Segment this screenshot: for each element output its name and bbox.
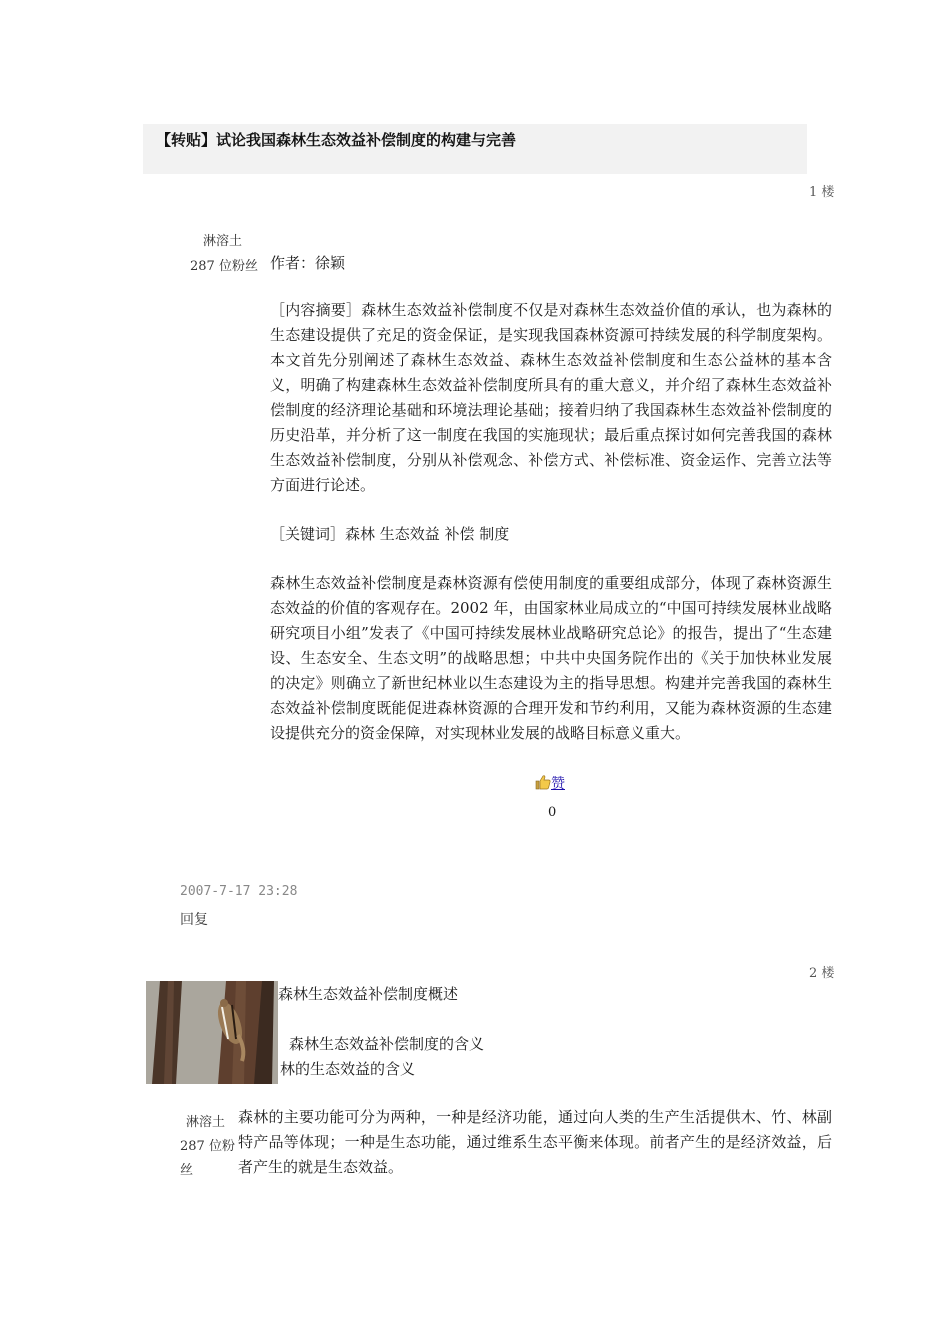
post2-heading-2: 森林生态效益补偿制度的含义 bbox=[289, 1035, 485, 1053]
thumbs-up-icon bbox=[535, 774, 551, 794]
post2-heading-1: 森林生态效益补偿制度概述 bbox=[278, 985, 459, 1003]
post2-username[interactable]: 淋溶土 bbox=[186, 1115, 226, 1130]
post1-timestamp: 2007-7-17 23:28 bbox=[180, 884, 298, 899]
floor-number-2: 2 楼 bbox=[809, 966, 835, 981]
thread-title: 【转贴】试论我国森林生态效益补偿制度的构建与完善 bbox=[156, 131, 517, 149]
thread-title-bar bbox=[143, 124, 807, 174]
post1-author: 作者：徐颖 bbox=[270, 254, 346, 272]
reply-link[interactable]: 回复 bbox=[180, 912, 208, 928]
post1-keywords: ［关键词］森林 生态效益 补偿 制度 bbox=[270, 525, 510, 543]
like-button[interactable] bbox=[535, 773, 565, 794]
like-link[interactable]: 赞 bbox=[551, 776, 565, 792]
post1-username[interactable]: 淋溶土 bbox=[203, 234, 243, 249]
post2-fans: 287 位粉丝 bbox=[180, 1139, 235, 1178]
post1-body: 森林生态效益补偿制度是森林资源有偿使用制度的重要组成部分，体现了森林资源生态效益的价值的客观存在。2002 年，由国家林业局成立的“中国可持续发展林业战略研究项目小组”发表了《中国可持续发展林业战略研究总论》的报告，提出了“生态建设、生态安全、生态文明”的战略思想；中共中央国务院作出的《关于加快林业发展的决定》则确立了新世纪林业以生态建设为主的指导思想。构建并完善我国的森林生态效益补偿制度既能促进森林资源的合理开发和节约利用，又能为森林资源的生态建设提供充分的资金保障，对实现林业发展的战略目标意义重大。 bbox=[270, 574, 832, 742]
post1-abstract: ［内容摘要］森林生态效益补偿制度不仅是对森林生态效益价值的承认，也为森林的生态建设提供了充足的资金保证，是实现我国森林资源可持续发展的科学制度架构。本文首先分别阐述了森林生态效益、森林生态效益补偿制度和生态公益林的基本含义，明确了构建森林生态效益补偿制度所具有的重大意义，并介绍了森林生态效益补偿制度的经济理论基础和环境法理论基础；接着归纳了我国森林生态效益补偿制度的历史沿革，并分析了这一制度在我国的实施现状；最后重点探讨如何完善我国的森林生态效益补偿制度，分别从补偿观念、补偿方式、补偿标准、资金运作、完善立法等方面进行论述。 bbox=[270, 301, 832, 494]
like-count: 0 bbox=[548, 805, 557, 820]
post2-body: 森林的主要功能可分为两种，一种是经济功能，通过向人类的生产生活提供木、竹、林副特产品等体现；一种是生态功能，通过维系生态平衡来体现。前者产生的是经济效益，后者产生的就是生态效益。 bbox=[238, 1108, 832, 1176]
floor-number-1: 1 楼 bbox=[809, 185, 835, 200]
avatar-photo bbox=[146, 981, 278, 1084]
post1-fans: 287 位粉丝 bbox=[190, 259, 258, 274]
post2-heading-3: 林的生态效益的含义 bbox=[280, 1060, 416, 1078]
